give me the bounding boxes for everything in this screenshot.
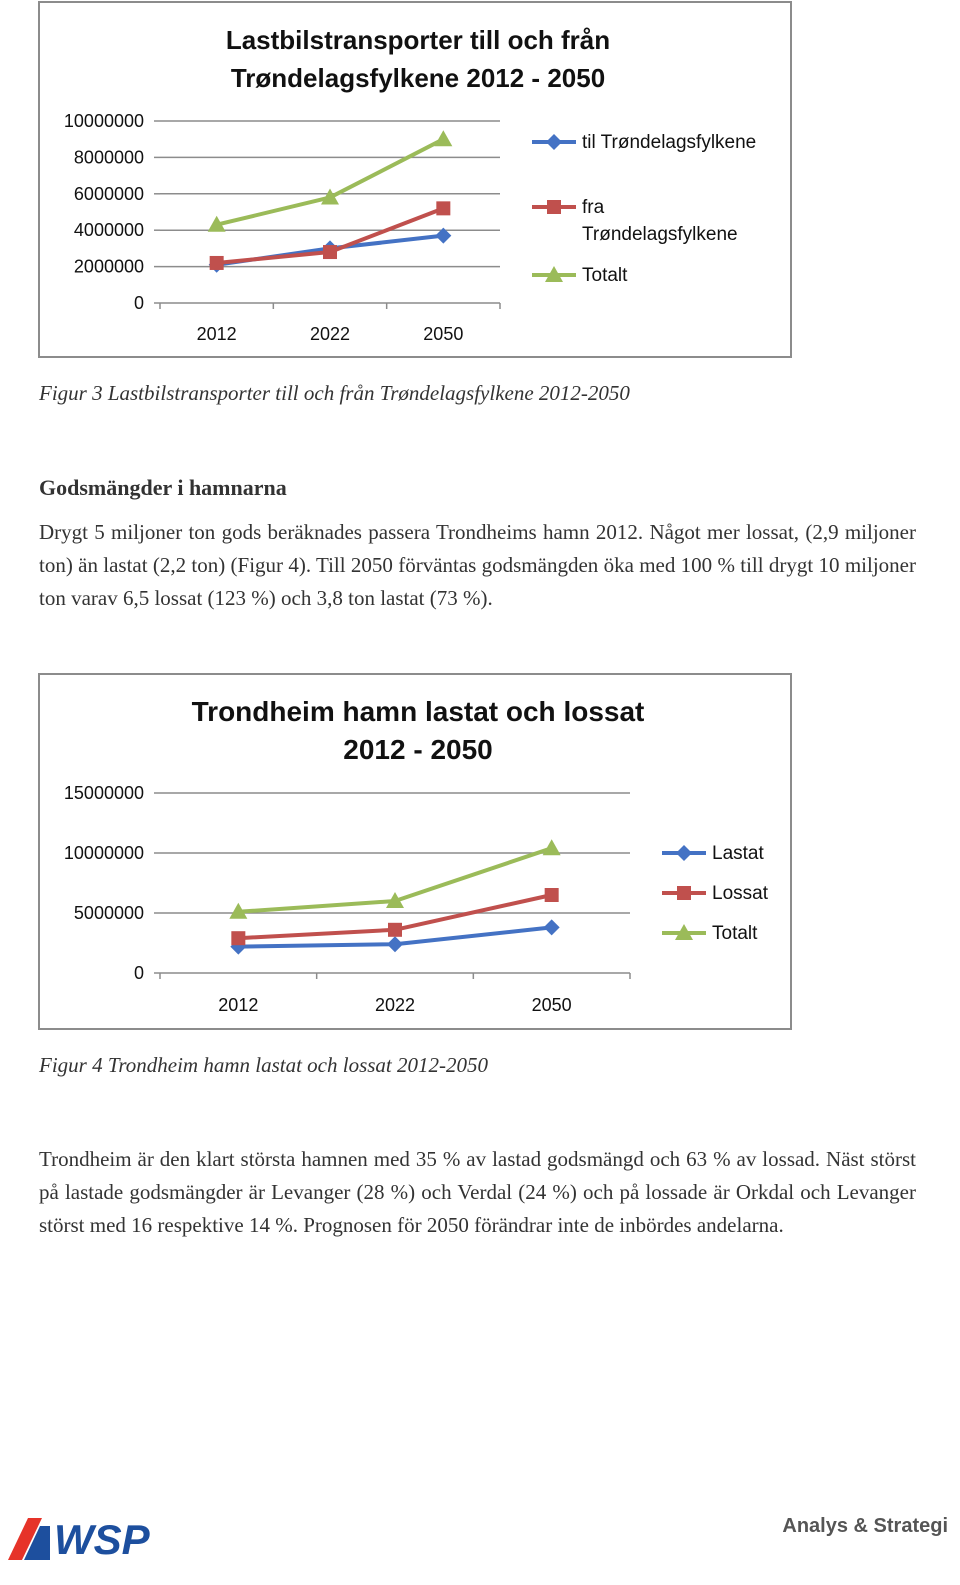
footer-analys-strategi: Analys & Strategi: [782, 1515, 948, 1537]
legend-marker: [677, 886, 691, 900]
chart-lastbilstransporter-svg: [40, 3, 790, 356]
y-tick-label: 6000000: [73, 183, 144, 204]
data-point-lossat: [388, 923, 402, 937]
data-point-fra-trøndelagsfylkene: [436, 201, 450, 215]
y-tick-label: 15000000: [63, 783, 144, 803]
y-tick-label: 5000000: [73, 903, 144, 923]
chart-lastbilstransporter: [38, 1, 792, 358]
data-point-totalt: [543, 839, 561, 855]
y-tick-label: 10000000: [63, 843, 144, 863]
legend-label: til Trøndelagsfylkene: [582, 132, 757, 153]
x-tick-label: 2022: [309, 324, 351, 344]
chart-title-line: 2012 - 2050: [343, 734, 493, 765]
legend-label: Lastat: [712, 843, 764, 864]
legend-label: fra: [582, 197, 605, 218]
y-tick-label: 10000000: [63, 111, 144, 131]
chart-title-line: Trøndelagsfylkene 2012 - 2050: [230, 63, 606, 93]
x-tick-label: 2022: [374, 995, 416, 1015]
x-tick-label: 2050: [531, 995, 572, 1015]
legend-marker: [676, 845, 692, 861]
data-point-lastat: [387, 936, 403, 952]
data-point-lossat: [231, 931, 245, 945]
data-point-totalt: [434, 130, 452, 146]
x-tick-label: 2050: [423, 324, 464, 344]
series-line-totalt: [217, 139, 444, 225]
y-tick-label: 8000000: [73, 147, 144, 168]
paragraph-trondheim: Trondheim är den klart största hamnen med 35 % av lastad godsmängd och 63 % av lossad. Näst störst på lastade godsmängder är Levanger (28 %) och Verdal (24 %) och på lossade är Orkdal och Levanger störst med 16 respektive 14 %. Prognosen för 2050 förändrar inte de inbördes andelarna.: [39, 1147, 916, 1237]
wsp-logo: [6, 1510, 176, 1562]
chart-trondheim-hamn: [38, 673, 792, 1030]
legend-label: Trøndelagsfylkene: [582, 224, 738, 245]
y-tick-label: 4000000: [73, 220, 144, 241]
y-tick-label: 2000000: [73, 256, 144, 277]
legend-label: Totalt: [712, 923, 758, 944]
data-point-lastat: [544, 919, 560, 935]
section-heading: Godsmängder i hamnarna: [39, 475, 287, 500]
chart-title-line: Trondheim hamn lastat och lossat: [191, 696, 645, 727]
paragraph-godsmangder: Drygt 5 miljoner ton gods beräknades passera Trondheims hamn 2012. Något mer lossat, (2,9 miljoner ton) än lastat (2,2 ton) (Figur 4). Till 2050 förväntas godsmängden öka med 100 % till drygt 10 miljoner ton varav 6,5 lossat (123 %) och 3,8 ton lastat (73 %).: [39, 520, 916, 610]
data-point-fra-trøndelagsfylkene: [210, 256, 224, 270]
legend-marker: [546, 134, 562, 150]
chart-trondheim-hamn-svg: [40, 675, 790, 1028]
legend-marker: [547, 200, 561, 214]
x-tick-label: 2012: [196, 324, 237, 344]
figure-3-caption: Figur 3 Lastbilstransporter till och från Trøndelagsfylkene 2012-2050: [39, 381, 630, 405]
data-point-fra-trøndelagsfylkene: [323, 245, 337, 259]
chart-title-line: Lastbilstransporter till och från: [225, 25, 611, 55]
x-tick-label: 2012: [218, 995, 259, 1015]
wsp-logo-text: WSP: [54, 1516, 150, 1562]
data-point-lossat: [545, 888, 559, 902]
figure-4-caption: Figur 4 Trondheim hamn lastat och lossat 2012-2050: [39, 1053, 488, 1077]
legend-label: Totalt: [582, 265, 628, 286]
y-tick-label: 0: [133, 963, 144, 983]
legend-label: Lossat: [712, 883, 768, 904]
y-tick-label: 0: [133, 293, 144, 313]
